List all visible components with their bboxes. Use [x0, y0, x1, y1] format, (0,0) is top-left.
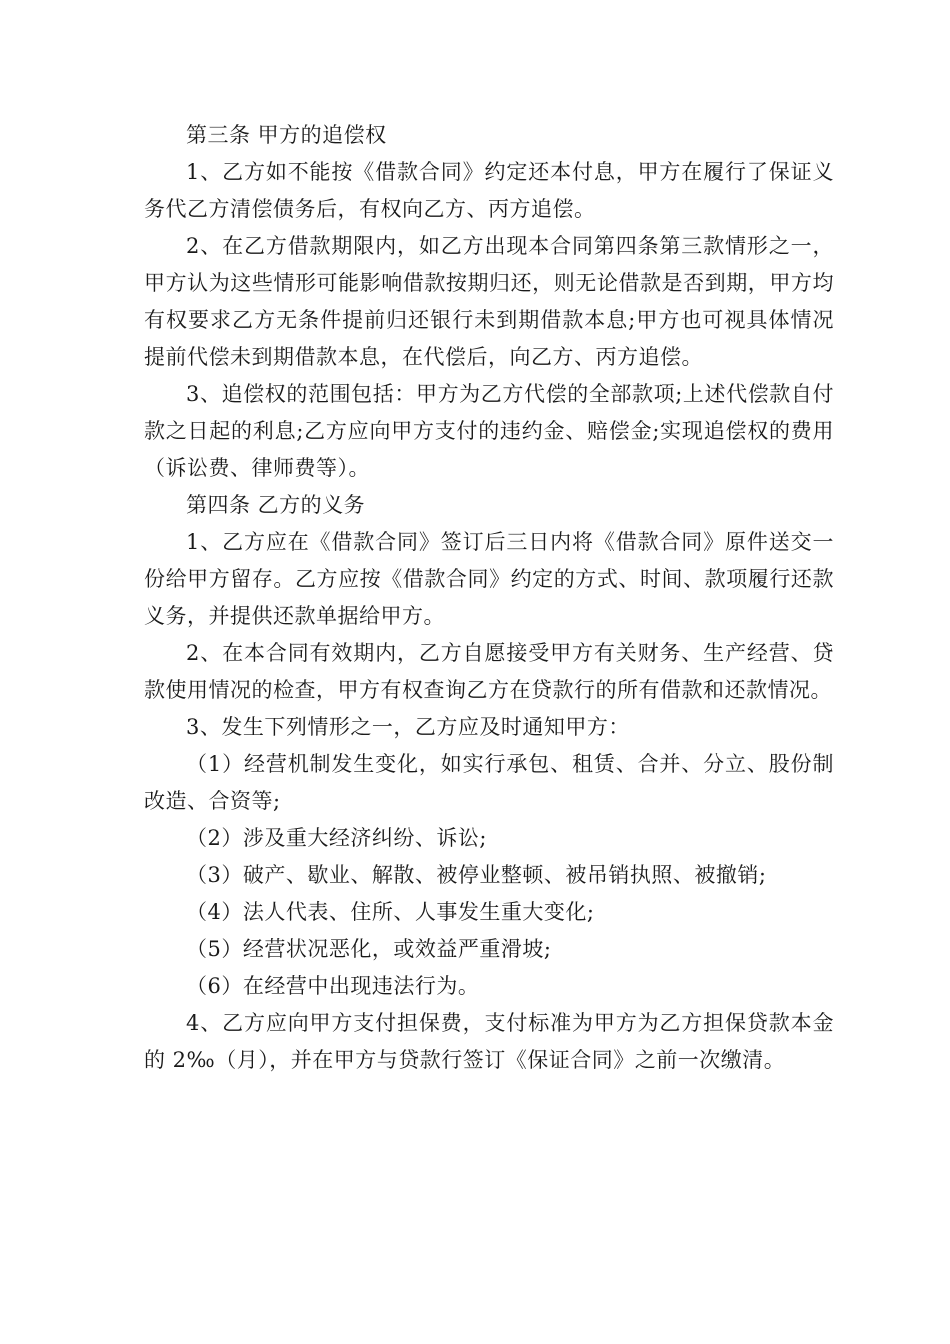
paragraph: 3、发生下列情形之一，乙方应及时通知甲方： [186, 715, 630, 739]
list-item: （3）破产、歇业、解散、被停业整顿、被吊销执照、被撤销; [186, 863, 767, 887]
document-body [144, 117, 834, 1079]
list-item: （1）经营机制发生变化，如实行承包、租赁、合并、分立、股份制改造、合资等; [144, 752, 834, 813]
paragraph: 2、在乙方借款期限内，如乙方出现本合同第四条第三款情形之一，甲方认为这些情形可能影响借款按期归还，则无论借款是否到期，甲方均有权要求乙方无条件提前归还银行未到期借款本息;甲方也可视具体情况提前代偿未到期借款本息，在代偿后，向乙方、丙方追偿。 [144, 234, 834, 369]
section-heading-4: 第四条 乙方的义务 [186, 493, 366, 517]
list-item: （6）在经营中出现违法行为。 [186, 974, 480, 998]
paragraph: 4、乙方应向甲方支付担保费，支付标准为甲方为乙方担保贷款本金的 2‰（月），并在甲方与贷款行签订《保证合同》之前一次缴清。 [144, 1011, 834, 1072]
paragraph: 1、乙方如不能按《借款合同》约定还本付息，甲方在履行了保证义务代乙方清偿债务后，有权向乙方、丙方追偿。 [144, 160, 834, 221]
paragraph: 1、乙方应在《借款合同》签订后三日内将《借款合同》原件送交一份给甲方留存。乙方应按《借款合同》约定的方式、时间、款项履行还款义务，并提供还款单据给甲方。 [144, 530, 834, 628]
list-item: （5）经营状况恶化，或效益严重滑坡; [186, 937, 552, 961]
list-item: （2）涉及重大经济纠纷、诉讼; [186, 826, 487, 850]
section-heading-3: 第三条 甲方的追偿权 [186, 123, 387, 147]
list-item: （4）法人代表、住所、人事发生重大变化; [186, 900, 595, 924]
paragraph: 3、追偿权的范围包括：甲方为乙方代偿的全部款项;上述代偿款自付款之日起的利息;乙方应向甲方支付的违约金、赔偿金;实现追偿权的费用（诉讼费、律师费等）。 [144, 382, 834, 480]
paragraph: 2、在本合同有效期内，乙方自愿接受甲方有关财务、生产经营、贷款使用情况的检查，甲方有权查询乙方在贷款行的所有借款和还款情况。 [144, 641, 834, 702]
